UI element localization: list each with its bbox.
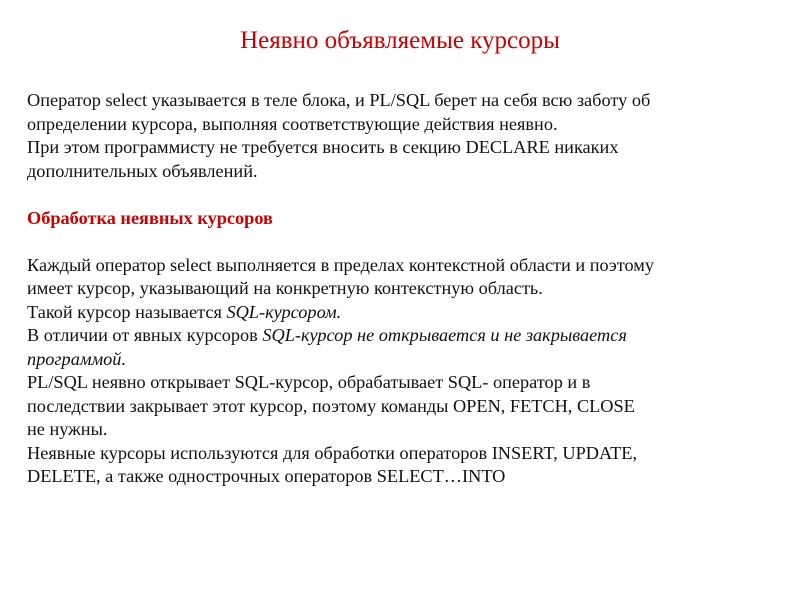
p5-line-2: DELETE, а также однострочных операторов SELECT…INTO xyxy=(27,466,506,486)
p2-text: Такой курсор называется xyxy=(27,301,227,322)
intro-line-4: дополнительных объявлений. xyxy=(27,160,258,181)
p5-line-1: Неявные курсоры используются для обработки операторов INSERT, UPDATE, xyxy=(27,442,638,463)
p4-line-3: не нужны. xyxy=(27,419,108,439)
p3-line-1 xyxy=(27,324,797,348)
intro-line-1: Оператор select указывается в теле блока, и PL/SQL берет на себя всю заботу об xyxy=(27,90,651,110)
p2-emphasis: SQL-курсором. xyxy=(226,301,342,322)
intro-line-2: определении курсора, выполняя соответствующие действия неявно. xyxy=(27,113,558,134)
spacer xyxy=(27,230,797,254)
intro-line-3: При этом программисту не требуется вносить в секцию DECLARE никаких xyxy=(27,137,619,157)
p3-emphasis-2: программой. xyxy=(27,348,127,369)
slide-title: Неявно объявляемые курсоры xyxy=(240,27,560,54)
p3-emphasis-1: SQL-курсор не открывается и не закрывается xyxy=(262,325,627,345)
section-heading: Обработка неявных курсоров xyxy=(27,207,273,228)
p4-line-1: PL/SQL неявно открывает SQL-курсор, обрабатывает SQL- оператор и в xyxy=(27,372,591,392)
p3-text: В отличии от явных курсоров xyxy=(27,325,263,345)
p1-line-2: имеет курсор, указывающий на конкретную контекстную область. xyxy=(27,278,543,298)
intro-paragraph xyxy=(27,89,797,183)
p1-line-1: Каждый оператор select выполняется в пределах контекстной области и поэтому xyxy=(27,254,654,275)
section-body xyxy=(27,254,797,489)
slide-content xyxy=(27,89,797,489)
spacer xyxy=(27,183,797,207)
p4-line-2: последствии закрывает этот курсор, поэтому команды OPEN, FETCH, CLOSE xyxy=(27,395,635,416)
p2-line xyxy=(27,301,797,325)
